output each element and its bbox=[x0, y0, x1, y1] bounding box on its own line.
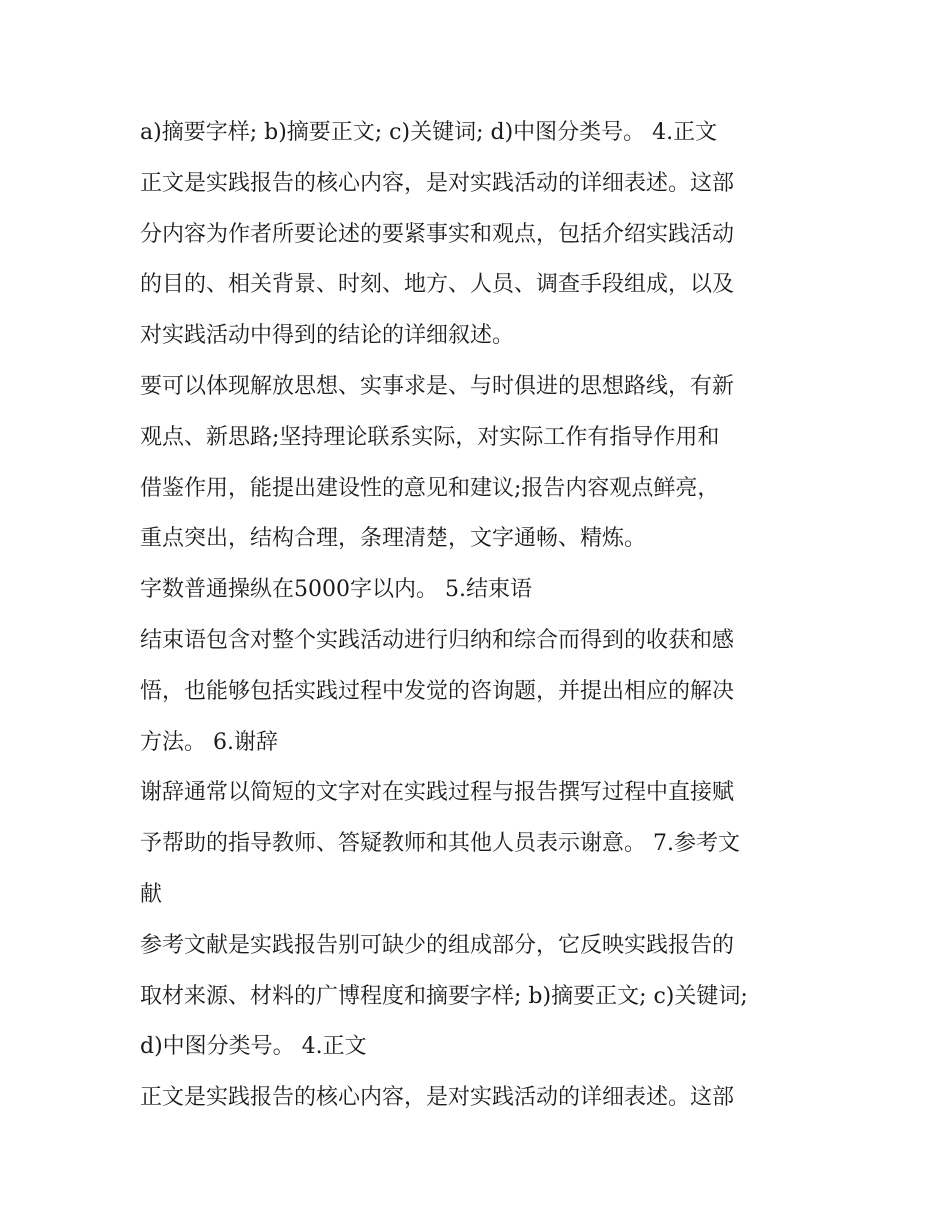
text-line-17: 参考文献是实践报告别可缺少的组成部分，它反映实践报告的 bbox=[140, 932, 735, 958]
text-line-3: 分内容为作者所要论述的要紧事实和观点，包括介绍实践活动 bbox=[140, 221, 735, 247]
document-body bbox=[140, 108, 820, 1124]
text-line-1: a)摘要字样; b)摘要正文; c)关键词; d)中图分类号。 4.正文 bbox=[140, 120, 718, 145]
text-line-14: 谢辞通常以简短的文字对在实践过程与报告撰写过程中直接赋 bbox=[140, 780, 735, 806]
text-line-12: 悟，也能够包括实践过程中发觉的咨询题，并提出相应的解决 bbox=[140, 678, 735, 704]
text-line-10: 字数普通操纵在5000字以内。 5.结束语 bbox=[140, 577, 532, 603]
text-line-8: 借鉴作用，能提出建设性的意见和建议;报告内容观点鲜亮， bbox=[140, 475, 720, 501]
text-line-2: 正文是实践报告的核心内容，是对实践活动的详细表述。这部 bbox=[140, 170, 735, 196]
text-line-5: 对实践活动中得到的结论的详细叙述。 bbox=[140, 323, 515, 349]
text-line-20: 正文是实践报告的核心内容，是对实践活动的详细表述。这部 bbox=[140, 1085, 735, 1111]
text-line-18: 取材来源、材料的广博程度和摘要字样; b)摘要正文; c)关键词; bbox=[140, 983, 748, 1009]
text-line-15: 予帮助的指导教师、答疑教师和其他人员表示谢意。 7.参考文 bbox=[140, 831, 740, 857]
text-line-4: 的目的、相关背景、时刻、地方、人员、调查手段组成，以及 bbox=[140, 272, 735, 298]
text-line-6: 要可以体现解放思想、实事求是、与时俱进的思想路线，有新 bbox=[140, 373, 735, 399]
text-line-7: 观点、新思路;坚持理论联系实际，对实际工作有指导作用和 bbox=[140, 424, 720, 450]
text-line-13: 方法。 6.谢辞 bbox=[140, 729, 278, 755]
text-line-9: 重点突出，结构合理，条理清楚，文字通畅、精炼。 bbox=[140, 526, 647, 552]
text-line-19: d)中图分类号。 4.正文 bbox=[140, 1034, 367, 1060]
text-line-16: 献 bbox=[140, 881, 163, 907]
text-line-11: 结束语包含对整个实践活动进行归纳和综合而得到的收获和感 bbox=[140, 627, 735, 653]
